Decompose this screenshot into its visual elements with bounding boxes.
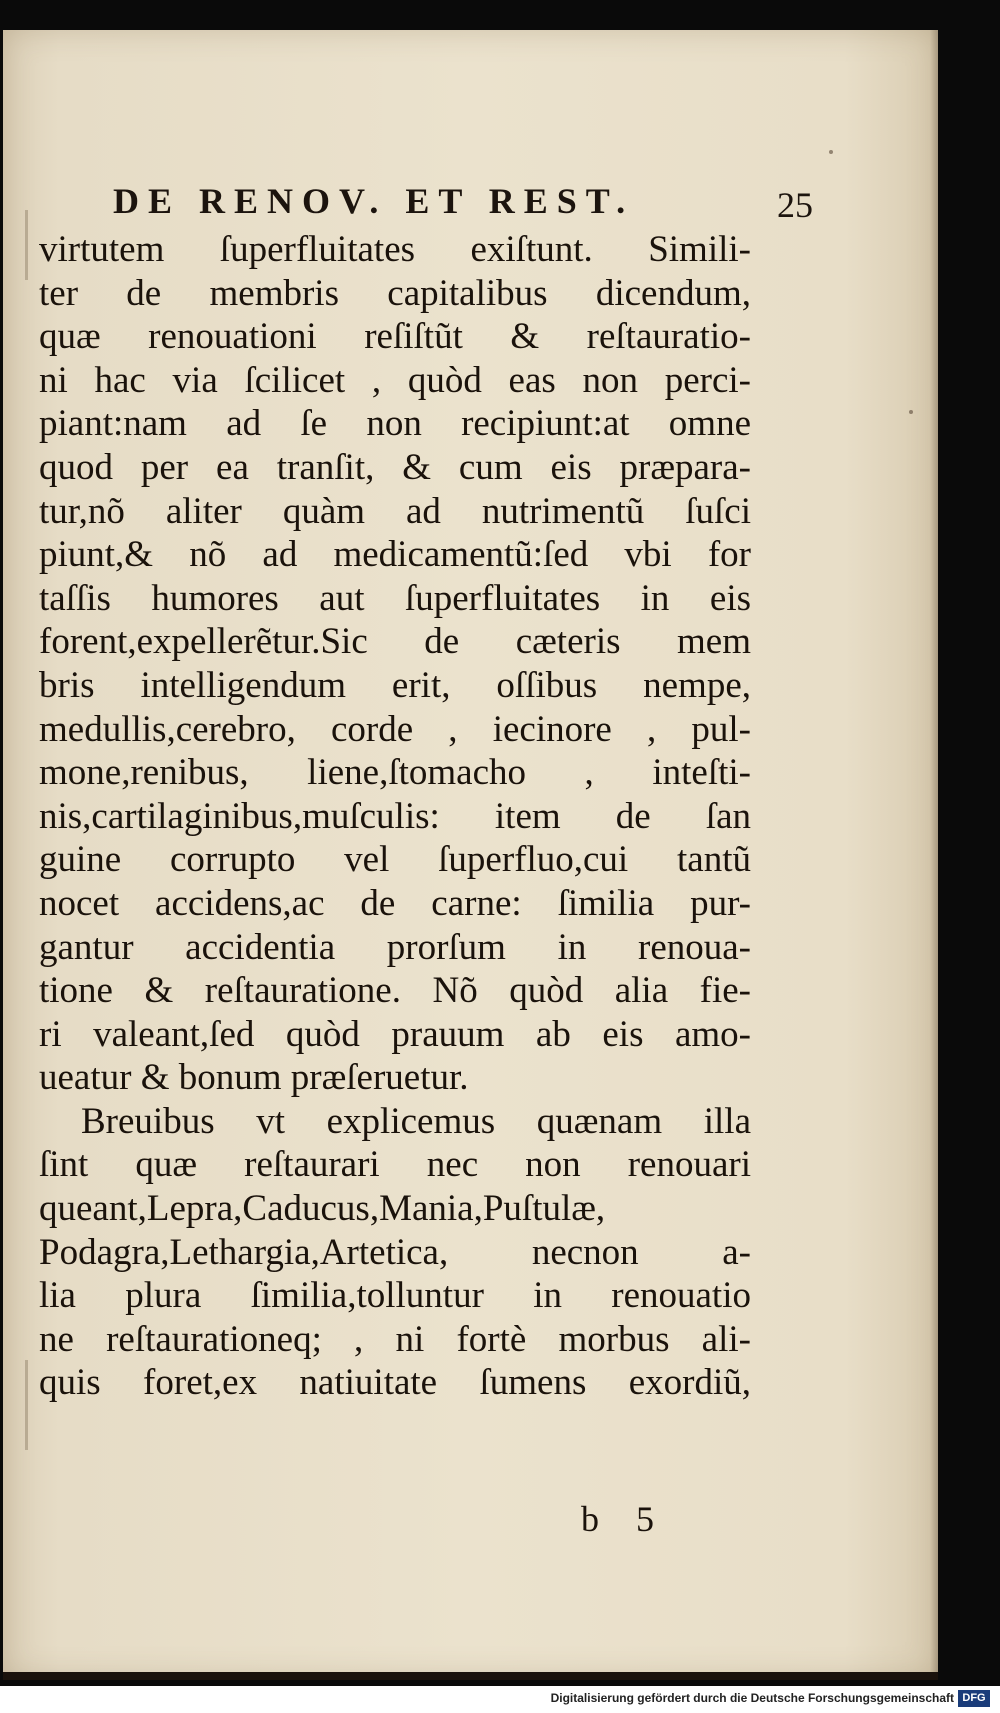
text-line: forent,expellerẽtur.Sic de cæteris mem [39,621,751,663]
paper-speck [829,150,833,154]
text-line: ne reſtaurationeq; , ni fortè morbus ali- [39,1318,751,1360]
text-line: ri valeant,ſed quòd prauum ab eis amo- [39,1013,751,1055]
text-line: guine corrupto vel ſuperfluo,cui tantũ [39,839,751,881]
body-text [39,228,751,1405]
text-line: mone,renibus, liene,ſtomacho , inteſti- [39,752,751,794]
margin-stain [25,1360,28,1450]
page-edge-shadow [930,30,938,1678]
text-line: ter de membris capitalibus dicendum, [39,272,751,314]
book-page [3,30,938,1678]
text-line: ni hac via ſcilicet , quòd eas non perci- [39,359,751,401]
text-line: quod per ea tranſit, & cum eis præpara- [39,446,751,488]
text-line: queant,Lepra,Caducus,Mania,Puſtulæ, [39,1188,606,1230]
running-head: DE RENOV. ET REST. [113,181,635,221]
margin-stain [25,210,28,280]
signature-mark: b 5 [581,1499,668,1539]
text-line: quis foret,ex natiuitate ſumens exordiũ, [39,1362,751,1404]
text-line: bris intelligendum erit, oſſibus nempe, [39,664,751,706]
page-number: 25 [777,185,813,225]
text-line: piunt,& nõ ad medicamentũ:ſed vbi for [39,534,751,576]
digitization-credit: Digitalisierung gefördert durch die Deutsche Forschungsgemeinschaft [550,1691,954,1705]
text-line: virtutem ſuperfluitates exiſtunt. Simili- [39,229,751,270]
text-line: medullis,cerebro, corde , iecinore , pul- [39,708,751,750]
text-line: piant:nam ad ſe non recipiunt:at omne [39,403,751,445]
dfg-logo-icon: DFG [958,1690,990,1707]
text-line: gantur accidentia prorſum in renoua- [39,926,751,968]
text-line: taſſis humores aut ſuperfluitates in eis [39,577,751,619]
text-line: Breuibus vt explicemus quænam illa [81,1100,751,1142]
text-line: tione & reſtauratione. Nõ quòd alia fie- [39,970,751,1012]
text-line: nocet accidens,ac de carne: ſimilia pur- [39,882,751,924]
text-line: Podagra,Lethargia,Artetica, necnon a- [39,1231,751,1273]
paper-speck [909,410,913,414]
page-bottom-shadow [3,1672,938,1680]
text-line: tur,nõ aliter quàm ad nutrimentũ ſuſci [39,490,751,532]
text-line: ueatur & bonum præſeruetur. [39,1057,469,1099]
text-line: lia plura ſimilia,tolluntur in renouatio [39,1275,751,1317]
text-line: ſint quæ reſtaurari nec non renouari [39,1144,751,1186]
text-line: nis,cartilaginibus,muſculis: item de ſan [39,795,751,837]
text-line: quæ renouationi reſiſtũt & reſtauratio- [39,316,751,358]
